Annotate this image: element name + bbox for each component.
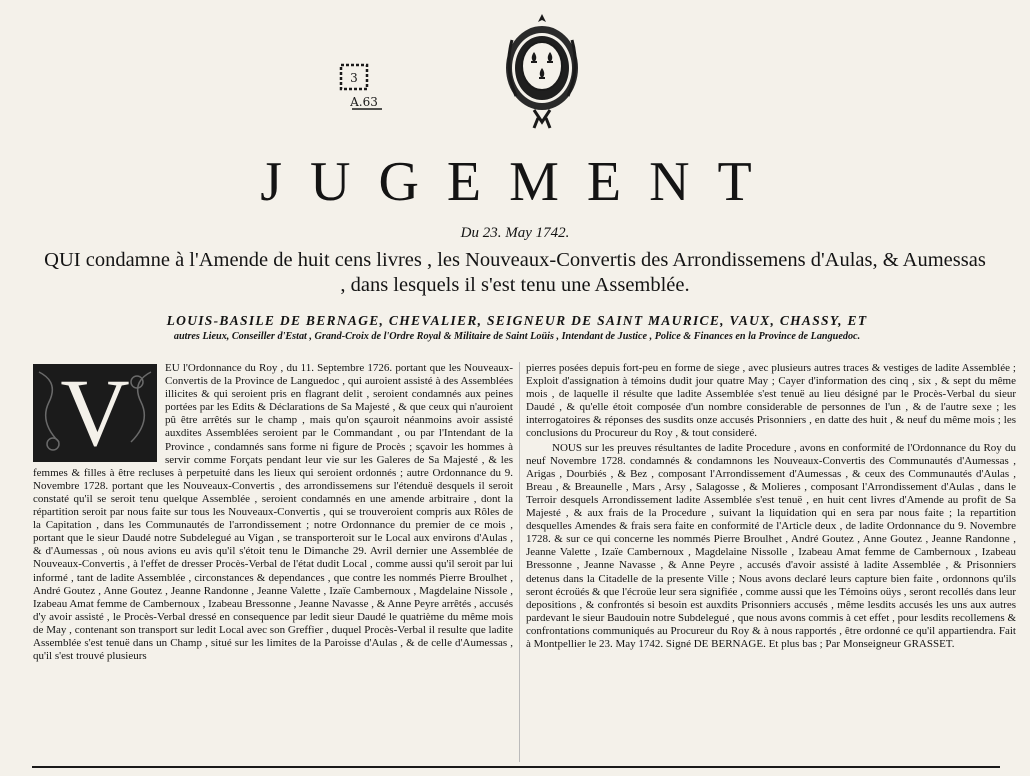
issuer-titles: autres Lieux, Conseiller d'Estat , Grand-Croix de l'Ordre Royal & Militaire de Saint Loüis , Intendant de Justice , Police & Finances en la Province de Languedoc. (173, 331, 861, 342)
document-subtitle: QUI condamne à l'Amende de huit cens livres , les Nouveaux-Convertis des Arrondissemens d'Aulas, & Aumessas , dans lesquels il s'est tenu une Assemblée. (44, 249, 986, 296)
body-paragraph-right-1: pierres posées depuis fort-peu en forme de siege , avec plusieurs autres traces & vestiges de ladite Assemblée ; Exploit d'assignation à témoins dudit jour quatre May ; Cayer d'information des cinq , six , & sept du même mois , de laquelle il résulte que ladite Assemblée s'est tenuë au lieu désigné par le Procès-Verbal du sieur Daudé , & qu'elle étoit composée d'un nombre considerable de personnes de l'un , & de l'autre sexe ; les interrogatoires & réponses des susdits onze accusés Prisonniers , en datte des huit , & neuf du même mois ; les conclusions du Procureur du Roy , & tout consideré. (526, 362, 1016, 440)
text-column-left (33, 362, 513, 762)
stamp-text-2: A.63 (350, 95, 378, 109)
archive-stamp (338, 62, 388, 114)
body-paragraph-right-2: NOUS sur les preuves résultantes de ladite Procedure , avons en conformité de l'Ordonnance du Roy du neuf Novembre 1728. condamnés & condamnons les Nouveaux-Convertis des Communautés d'Aumessas , Arigas , Dourbiés , & Bez , composant l'Arrondissement d'Aumessas , & ceux des Communautés d'Aulas , Breau , & Breaunelle , Mars , Arsy , Salagosse , & Molieres , composant l'Arrondissement d'Aulas , dans le Terroir desquels Arrondissement ladite Assemblée s'est tenuë , en huit cent livres d'Amende au profit de Sa Majesté , & aux frais de la Procedure , suivant la liquidation qui en sera par nous faite ; la repartition desquelles Amendes & frais sera faite en conformité de l'Article deux , de ladite Ordonnance du 9. Novembre 1728. & sur ce qui concerne les nommés Pierre Broulhet , André Goutez , Anne Goutez , Jeanne Randonne , Jeanne Valette , Izaïe Cambernoux , Magdelaine Nissolle , Izabeau Amat femme de Cambernoux , Izabeau Bressonne , Jeanne Navasse , & Anne Peyre , accusés d'avoir assisté à ladite Assemblée , & Prisonniers detenus dans la Citadelle de la presente Ville ; Nous avons declaré leurs capture bien faite , ordonnons qu'ils seront écroüés & que l'écroüe leur sera signifiée , comme aussi que les Témoins oüys , seront recollés dans leur depositions , & confrontés si besoin est auxdits Prisonniers accusés , même lesdits accusés les uns aux autres pardevant le sieur Baudouin notre Subdelegué , que nous avons commis à cet effet , pour lesdits recollemens & confrontations communiqués au Procureur du Roy & à nous rapportés , être ordonné ce qu'il appartiendra. Fait à Montpellier le 23. May 1742. Signé DE BERNAGE. Et plus bas ; Par Monseigneur GRASSET. (526, 441, 1016, 650)
column-divider (519, 362, 520, 762)
bottom-rule (32, 766, 1000, 768)
initial-letter: V (60, 362, 130, 466)
body-paragraph-left: EU l'Ordonnance du Roy , du 11. Septembre 1726. portant que les Nouveaux-Convertis de la Province de Languedoc , qui auroient assisté à des Assemblées illicites & qui seroient pris en flagrant delit , seroient condamnés aux peines portées par les Edits & Déclarations de Sa Majesté , & que ceux qui n'auroient pû être arrêtés sur le champ , mais qu'on sçauroit néanmoins avoir assisté auxdites Assemblées seroient par le Commandant , ou par l'Intendant de la Province , condamnés sans forme ni figure de Procès ; sçavoir les hommes à servir comme Forçats pendant leur vie sur les Galeres de Sa Majesté , & les femmes & filles à être recluses à perpetuité dans les lieux qui seroient ordonnés ; autre Ordonnance du 9. Novembre 1728. portant que les Nouveaux-Convertis , des arrondissemens sur l'étenduë desquels il seroit constaté qu'il se seroit tenu quelque Assemblée , seroient condamnés en une amende arbitraire , dont la répartition seroit par nous faite sur tous les Nouveaux-Convertis , qui se trouveroient compris aux Rôles de la Capitation , dans les Communautés de l'arrondissement ; notre Ordonnance du premier de ce mois , portant que le sieur Daudé notre Subdelegué au Vigan , se transporteroit sur le Local aux environs d'Aulas , & d'Aumessas , où nous avions eu avis qu'il s'étoit tenu le Dimanche 29. Avril dernier une Assemblée de Nouveaux-Convertis , à l'effet de dresser Procès-Verbal de l'état dudit Local , comme aussi qu'il seroit par lui informé , tant de ladite Assemblée , circonstances & dependances , que contre les nommés Pierre Broulhet , André Goutez , Anne Goutez , Jeanne Randonne , Jeanne Valette , Izaïe Cambernoux , Magdelaine Nissole , Izabeau Amat femme de Cambernoux , Izabeau Bressonne , Jeanne Navasse , & Anne Peyre arrêtés , accusés d'y avoir assisté , le Procès-Verbal dressé en consequence par ledit sieur Daudé le quatrième du même mois de May , contenant son transport sur ledit Local avec son Greffier , duquel Procès-Verbal il resulte que ladite Assemblée s'est tenuë dans un Champ , situé sur les limites de la Paroisse d'Aulas , & de celle d'Aumessas , qu'il s'est trouvé plusieurs (33, 362, 513, 663)
document-title: JUGEMENT (260, 151, 780, 213)
document-date: Du 23. May 1742. (460, 225, 570, 241)
royal-crest-icon (498, 10, 586, 134)
issuer-block (22, 313, 1012, 345)
text-column-right (526, 362, 1016, 762)
stamp-text-1: 3 (350, 71, 358, 85)
ornamental-initial (33, 362, 157, 466)
issuer-name: LOUIS-BASILE DE BERNAGE, CHEVALIER, SEIGNEUR DE SAINT MAURICE, VAUX, CHASSY, ET (166, 313, 868, 328)
